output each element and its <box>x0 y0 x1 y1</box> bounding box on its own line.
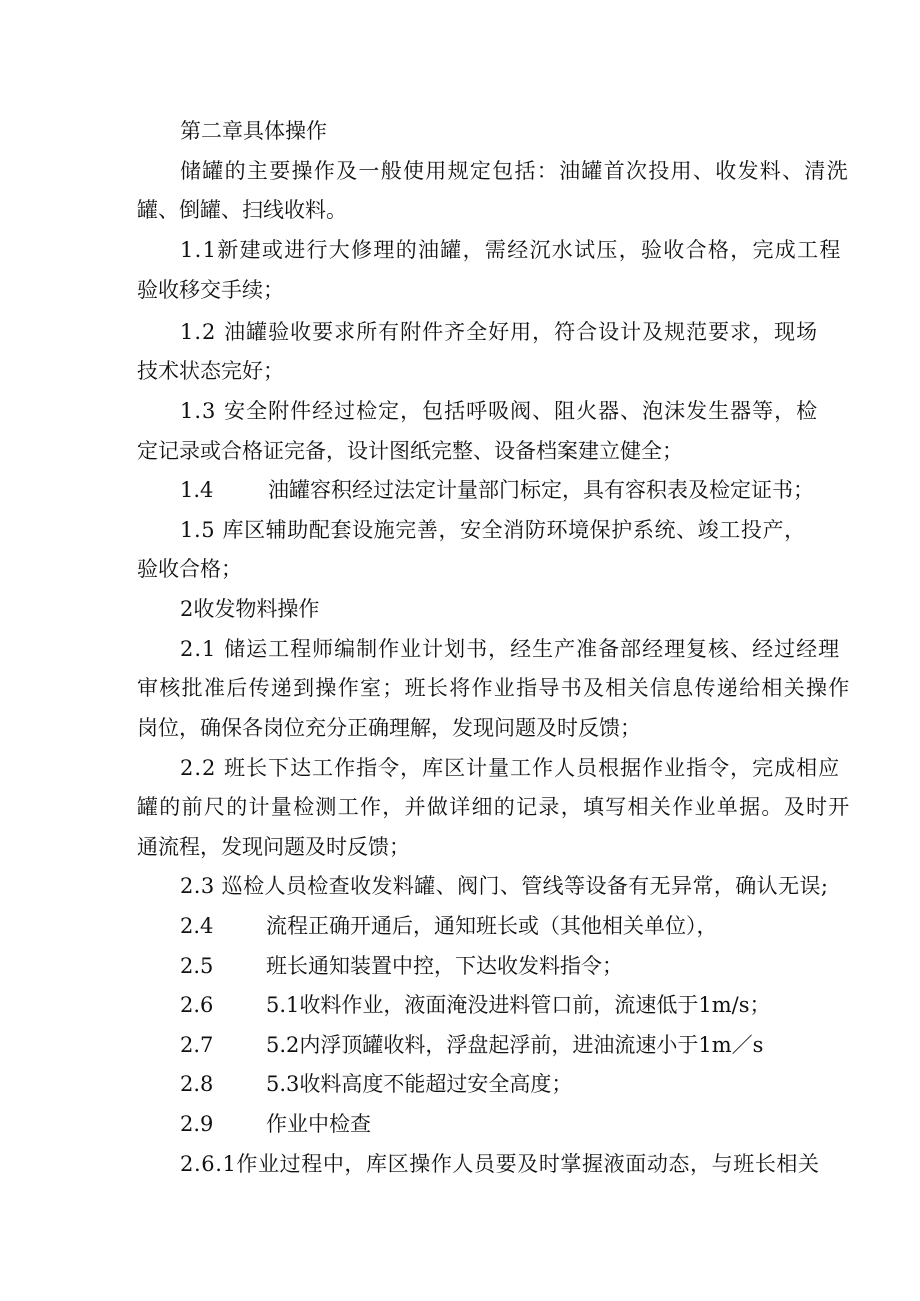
item-text: 油罐容积经过法定计量部门标定，具有容积表及检定证书； <box>268 478 814 502</box>
item-1-5-line-1: 1.5 库区辅助配套设施完善，安全消防环境保护系统、竣工投产， <box>180 518 806 542</box>
item-2-6 <box>180 991 771 1019</box>
item-number: 2.9 <box>180 1112 214 1136</box>
item-1-3-line-1: 1.3 安全附件经过检定，包括呼吸阀、阻火器、泡沫发生器等，检 <box>180 399 819 423</box>
section-2-title: 2收发物料操作 <box>180 597 320 621</box>
item-2-6-1-line-1: 2.6.1作业过程中，库区操作人员要及时掌握液面动态，与班长相关 <box>180 1152 820 1176</box>
intro-paragraph-line-2: 罐、倒罐、扫线收料。 <box>137 198 347 222</box>
item-number: 2.7 <box>180 1033 214 1057</box>
item-number: 2.8 <box>180 1072 214 1096</box>
item-2-2-line-2: 罐的前尺的计量检测工作，并做详细的记录，填写相关作业单据。及时开 <box>137 795 851 819</box>
item-text: 5.2内浮顶罐收料，浮盘起浮前，进油流速小于1m／s <box>266 1033 764 1057</box>
item-1-1-line-1: 1.1新建或进行大修理的油罐，需经沉水试压，验收合格，完成工程 <box>180 238 842 262</box>
item-2-9 <box>180 1110 371 1138</box>
item-1-2-line-2: 技术状态完好； <box>137 359 284 383</box>
chapter-title: 第二章具体操作 <box>180 119 327 143</box>
item-2-8 <box>180 1070 572 1098</box>
item-2-2-line-1: 2.2 班长下达工作指令，库区计量工作人员根据作业指令，完成相应 <box>180 756 841 780</box>
item-2-5 <box>180 952 623 980</box>
item-2-7 <box>180 1031 763 1059</box>
item-number: 2.5 <box>180 954 214 978</box>
item-2-1-line-2: 审核批准后传递到操作室；班长将作业指导书及相关信息传递给相关操作 <box>137 676 851 700</box>
item-text: 5.1收料作业，液面淹没进料管口前，流速低于1m/s； <box>266 993 771 1017</box>
item-1-3-line-2: 定记录或合格证完备，设计图纸完整、设备档案建立健全； <box>137 439 683 463</box>
item-2-2-line-3: 通流程，发现问题及时反馈； <box>137 835 410 859</box>
item-2-3: 2.3 巡检人员检查收发料罐、阀门、管线等设备有无异常，确认无误; <box>180 874 829 898</box>
item-1-2-line-1: 1.2 油罐验收要求所有附件齐全好用，符合设计及规范要求，现场 <box>180 320 819 344</box>
item-number: 2.6 <box>180 993 214 1017</box>
item-text: 5.3收料高度不能超过安全高度； <box>266 1072 573 1096</box>
intro-paragraph-line-1: 储罐的主要操作及一般使用规定包括：油罐首次投用、收发料、清洗 <box>180 159 849 183</box>
item-text: 流程正确开通后，通知班长或（其他相关单位）， <box>266 914 718 938</box>
item-text: 班长通知装置中控，下达收发料指令； <box>266 954 623 978</box>
item-1-1-line-2: 验收移交手续； <box>137 278 284 302</box>
item-2-1-line-1: 2.1 储运工程师编制作业计划书，经生产准备部经理复核、经过经理 <box>180 637 841 661</box>
item-2-1-line-3: 岗位，确保各岗位充分正确理解，发现问题及时反馈； <box>137 716 641 740</box>
item-1-4 <box>180 476 814 504</box>
item-2-4 <box>180 912 718 940</box>
item-1-5-line-2: 验收合格； <box>137 557 242 581</box>
item-number: 2.4 <box>180 914 214 938</box>
item-number: 1.4 <box>180 478 214 502</box>
item-text: 作业中检查 <box>266 1112 371 1136</box>
